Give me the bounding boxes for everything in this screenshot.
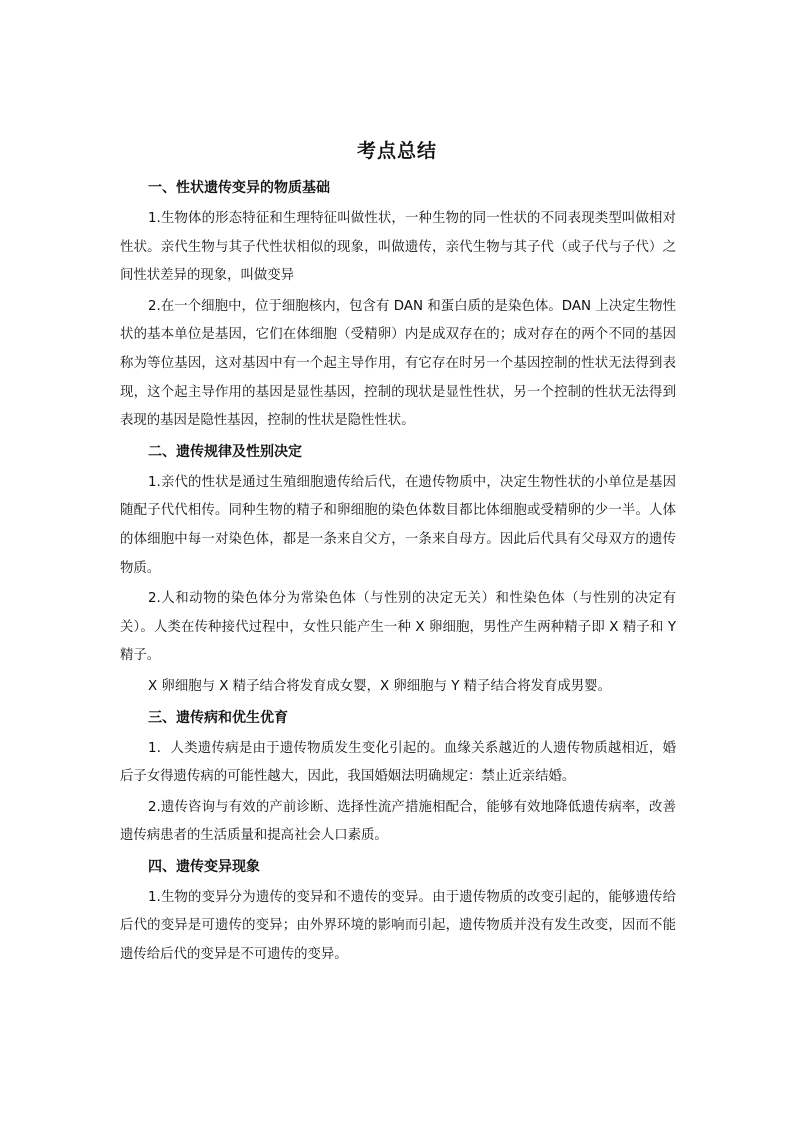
section-heading: 四、遗传变异现象: [148, 858, 260, 875]
section-heading: 一、性状遗传变异的物质基础: [148, 180, 330, 196]
page-title: 考点总结: [356, 140, 437, 162]
paragraph: X 卵细胞与 X 精子结合将发育成女婴，X 卵细胞与 Y 精子结合将发育成男婴。: [148, 678, 611, 694]
paragraph: 2.在一个细胞中，位于细胞核内，包含有 DAN 和蛋白质的是染色体。DAN 上决定生物性状的基本单位是基因，它们在体细胞（受精卵）内是成双存在的；成对存在的两个不同的基因称为等位基因，这对基因中有一个起主导作用，有它存在时另一个基因控制的性状无法得到表现，这个起主导作用的基因是显性基因，控制的现状是显性性状，另一个控制的性状无法得到表现的基因是隐性基因，控制的性状是隐性性状。: [120, 298, 676, 429]
section-4: [120, 853, 676, 970]
section-2: [120, 438, 676, 702]
paragraph: 1.生物体的形态特征和生理特征叫做性状，一种生物的同一性状的不同表现类型叫做相对性状。亲代生物与其子代性状相似的现象，叫做遗传，亲代生物与其子代（或子代与子代）之间性状差异的现象，叫做变异: [120, 211, 676, 284]
section-1: [120, 174, 676, 436]
section-heading: 二、遗传规律及性别决定: [148, 443, 302, 460]
paragraph: 2.遗传咨询与有效的产前诊断、选择性流产措施相配合，能够有效地降低遗传病率，改善遗传病患者的生活质量和提高社会人口素质。: [120, 799, 676, 844]
section-heading: 三、遗传病和优生优育: [148, 709, 288, 726]
paragraph: 1.生物的变异分为遗传的变异和不遗传的变异。由于遗传物质的改变引起的，能够遗传给后代的变异是可遗传的变异；由外界环境的影响而引起，遗传物质并没有发生改变，因而不能遗传给后代的变异是不可遗传的变异。: [120, 889, 676, 963]
paragraph: 1．人类遗传病是由于遗传物质发生变化引起的。血缘关系越近的人遗传物质越相近，婚后子女得遗传病的可能性越大，因此，我国婚姻法明确规定：禁止近亲结婚。: [120, 740, 676, 785]
paragraph: 1.亲代的性状是通过生殖细胞遗传给后代，在遗传物质中，决定生物性状的小单位是基因随配子代代相传。同种生物的精子和卵细胞的染色体数目都比体细胞或受精卵的少一半。人体的体细胞中每一对染色体，都是一条来自父方，一条来自母方。因此后代具有父母双方的遗传物质。: [120, 474, 676, 576]
document-body: [120, 174, 676, 970]
paragraph: 2.人和动物的染色体分为常染色体（与性别的决定无关）和性染色体（与性别的决定有关）。人类在传种接代过程中，女性只能产生一种 X 卵细胞，男性产生两种精子即 X 精子和 Y 精子。: [120, 591, 676, 664]
section-3: [120, 704, 676, 851]
